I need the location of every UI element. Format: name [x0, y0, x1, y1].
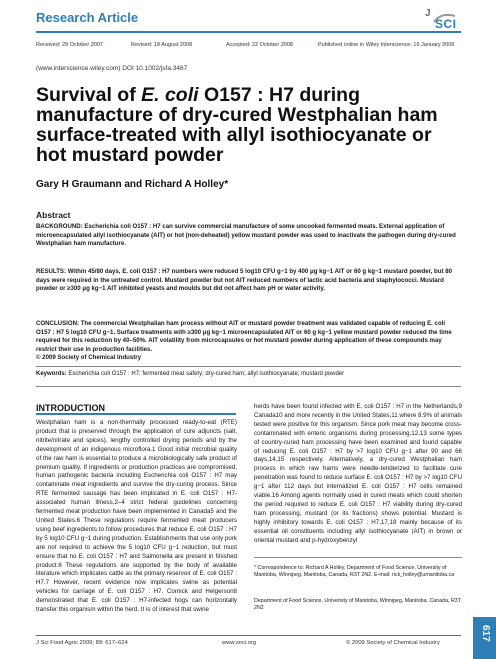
footer-copyright: © 2009 Society of Chemical Industry [346, 640, 440, 646]
keywords-label: Keywords: [36, 371, 67, 377]
page-number-tab [473, 617, 496, 659]
introduction-column-1: Westphalian ham is a non-thermally processed ready-to-eat (RTE) product that is preserved through the application of cure adjuncts (salt, nitrite/nitrate and spices), lengthy controlled drying periods and by the development of an indigenous microflora.1 Good initial microbial quality of the raw ham is essential to produce a microbiologically safe product of premium quality. If ingredients or production practices are compromised, human pathogenic bacteria including Escherichia coli O157 : H7 may contaminate meat ingredients and survive the dry-curing process. Since RTE fermented sausage has been implicated in E. coli O157 : H7-associated human illness,2–4 strict federal guidelines concerning fermented meat production have been implemented in Canada5 and the United States.6 These regulations require fermented meat producers using beef ingredients to follow procedures that reduce E. coli O157 : H7 by 5 log10 CFU g−1 during production. Establishments that use only pork are not required to achieve the 5 log10 CFU g−1 reduction, but must ensure that no E. coli O157 : H7 and Salmonella are present in finished product.6 These regulations are supported by the body of available literature which implicates cattle as the primary reservoir of E. coli O157 : H7.7 However, recent evidence now implicates swine as potential vehicles for carriage of E. coli O157 : H7. Cornick and Helgerson8 demonstrated that E. coli O157 : H7-infected hogs can horizontally transfer this organism within the herd. It is of interest that swine [36, 419, 237, 614]
keywords-text: Escherichia coli O157 : H7; fermented meat safety; dry-cured ham; allyl isothiocyanate; mustard powder [66, 371, 345, 377]
published-date: Published online in Wiley Interscience: 16 January 2009 [318, 42, 455, 48]
conclusion-text: The commercial Westphalian ham process without AIT or mustard powder treatment was validated capable of reducing E. coli O157 : H7 5 log10 CFU g−1. Surface treatments with ≥300 μg kg−1 microencapsulated AIT or 60 g kg−1 yellow mustard powder reduced the time required for this reduction by 40–50%. AIT volatility from microcapsules or hot mustard powder during application of these compounds may restrict their use in production facilities. [36, 320, 452, 353]
abstract-copyright: © 2009 Society of Chemical Industry [36, 354, 142, 362]
logo-text: SCI [435, 17, 457, 31]
authors: Gary H Graumann and Richard A Holley* [36, 179, 229, 190]
keywords-rule-top [36, 366, 461, 367]
article-title [36, 85, 466, 165]
header-rule [36, 31, 461, 33]
keywords [36, 371, 461, 377]
introduction-rule [36, 413, 236, 415]
abstract-heading: Abstract [36, 210, 71, 220]
background-text: Escherichia coli O157 : H7 can survive commercial manufacture of some uncooked fermented meats. External application of microencapsulated allyl isothiocyanate (AIT) or hot (non-deheated) yellow mustard powder was used to inactivate the pathogen during dry-cured Westphalian ham manufacture. [36, 223, 456, 248]
abstract-conclusion [36, 320, 461, 363]
introduction-column-2: herds have been found infected with E. coli O157 : H7 in the Netherlands,9 Canada10 and more recently in the United States,11 where 8.9% of animals tested were positive for this organism. Since pork meat may become cross-contaminated with enteric organisms during processing,12,13 some types of country-cured ham processing have been examined and found capable of reducing E. coli O157 : H7 by >7 log10 CFU g−1 after 90 and 66 days,14,15 respectively. Alternatively, a dry-cured Westphalian ham process in which raw hams were needle-tenderized to facilitate cure penetration was found to reduce surface E. coli O157 : H7 by >7 log10 CFU g−1 after 112 days but internalized E. coli O157 : H7 cells remained viable.16 Among agents normally used in cured meats which could shorten the period required to reduce E. coli O157 : H7 viability during dry-cured ham processing, mustard (or its fractions) shows potential. Mustard is highly inhibitory towards E. coli O157 : H7,17,18 mainly because of its essential oil constituents including allyl isothiocyanate (AIT) in brown or oriental mustard and p-hydroxybenzyl [254, 403, 462, 544]
accepted-date: Accepted: 22 October 2008 [226, 42, 293, 48]
results-text: Within 45/80 days, E. coli O157 : H7 numbers were reduced 5 log10 CFU g−1 by 400 μg kg−1 AIT or 60 g kg−1 mustard powder, but 80 days were required in the untreated control. Mustard powder but not AIT reduced numbers of lactic acid bacteria and staphylococci. Mustard powder or ≥300 μg kg−1 AIT inhibited yeasts and moulds but did not affect ham pH or water activity. [36, 268, 452, 293]
footer-citation: J Sci Food Agric 2009; 89: 617–624 [36, 640, 128, 646]
logo-mark: J [425, 8, 431, 19]
footer-website: www.soci.org [222, 640, 257, 646]
title-organism: E. coli [141, 84, 199, 106]
page-number: 617 [480, 625, 491, 642]
footer-rule [36, 635, 461, 636]
section-label: Research Article [36, 10, 139, 25]
keywords-rule-bottom [36, 386, 461, 387]
received-date: Received: 29 October 2007 [36, 42, 103, 48]
background-label: BACKGROUND: [36, 223, 83, 230]
correspondence-footnote: * Correspondence to: Richard A Holley, Department of Food Science, University of Manitoba, Winnipeg, Manitoba, Canada, R3T 2N2. E-mail: rick_holley@umanitoba.ca [254, 565, 455, 579]
revised-date: Revised: 18 August 2008 [131, 42, 193, 48]
doi-line: (www.interscience.wiley.com) DOI 10.1002/jsfa.3487 [36, 65, 188, 72]
abstract-background [36, 223, 461, 249]
results-label: RESULTS: [36, 268, 67, 275]
introduction-heading: INTRODUCTION [36, 403, 105, 413]
abstract-results [36, 268, 461, 294]
title-part1: Survival of [36, 84, 142, 106]
affiliation-footnote: Department of Food Science, University of Manitoba, Winnipeg, Manitoba, Canada, R3T 2N2 [254, 598, 461, 612]
footnote-rule [254, 557, 462, 558]
title-part2: O157 : H7 during manufacture of dry-cured Westphalian ham surface-treated with allyl isothiocyanate or hot mustard powder [36, 84, 438, 166]
conclusion-label: CONCLUSION: [36, 320, 79, 327]
